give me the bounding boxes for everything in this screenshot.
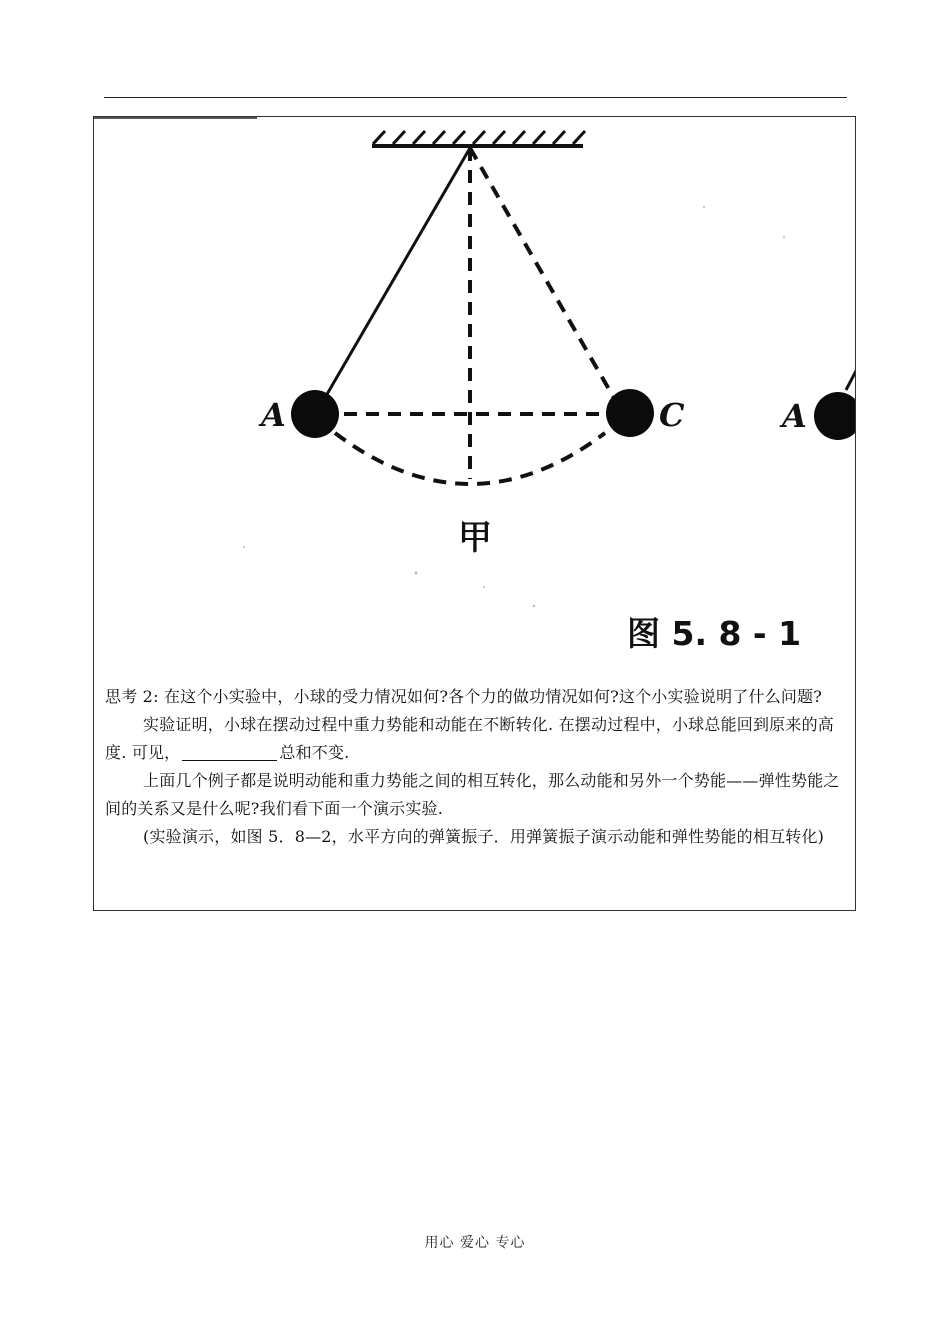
header-rule <box>104 97 847 98</box>
pendulum-string <box>319 148 470 408</box>
ball-partial-right <box>814 392 856 440</box>
pendulum-figure <box>94 117 856 667</box>
ceiling-hatch <box>372 131 585 146</box>
paragraph-demo: (实验演示，如图 5．8—2，水平方向的弹簧振子．用弹簧振子演示动能和弹性势能的相互转化) <box>143 827 825 846</box>
body-text <box>105 683 847 851</box>
ball-a <box>291 390 339 438</box>
paragraph-experiment-proof-tail: 总和不变. <box>279 743 350 762</box>
string-to-c-dashed <box>470 148 614 398</box>
pendulum-diagram <box>94 117 856 667</box>
paragraph-experiment-proof <box>105 711 847 767</box>
paragraph-experiment-proof-lead: 实验证明，小球在摆动过程中重力势能和动能在不断转化. 在摆动过程中，小球总能回到原来的高度. 可见， <box>105 715 834 762</box>
content-box <box>93 116 856 911</box>
label-a-right: A <box>782 397 807 435</box>
paragraph-examples: 上面几个例子都是说明动能和重力势能之间的相互转化，那么动能和另外一个势能——弹性势能之间的关系又是什么呢?我们看下面一个演示实验. <box>105 771 840 818</box>
string-partial-right <box>846 369 856 390</box>
ball-c <box>606 389 654 437</box>
label-c: C <box>659 396 685 434</box>
fill-in-blank[interactable] <box>182 742 277 761</box>
footer-motto: 用心 爱心 专心 <box>424 1235 526 1251</box>
figure-caption: 图 5. 8 - 1 <box>627 614 802 653</box>
label-a: A <box>261 396 286 434</box>
label-jia: 甲 <box>458 518 492 558</box>
paragraph-thinking-2: 思考 2: 在这个小实验中，小球的受力情况如何?各个力的做功情况如何?这个小实验说明了什么问题? <box>105 687 823 706</box>
